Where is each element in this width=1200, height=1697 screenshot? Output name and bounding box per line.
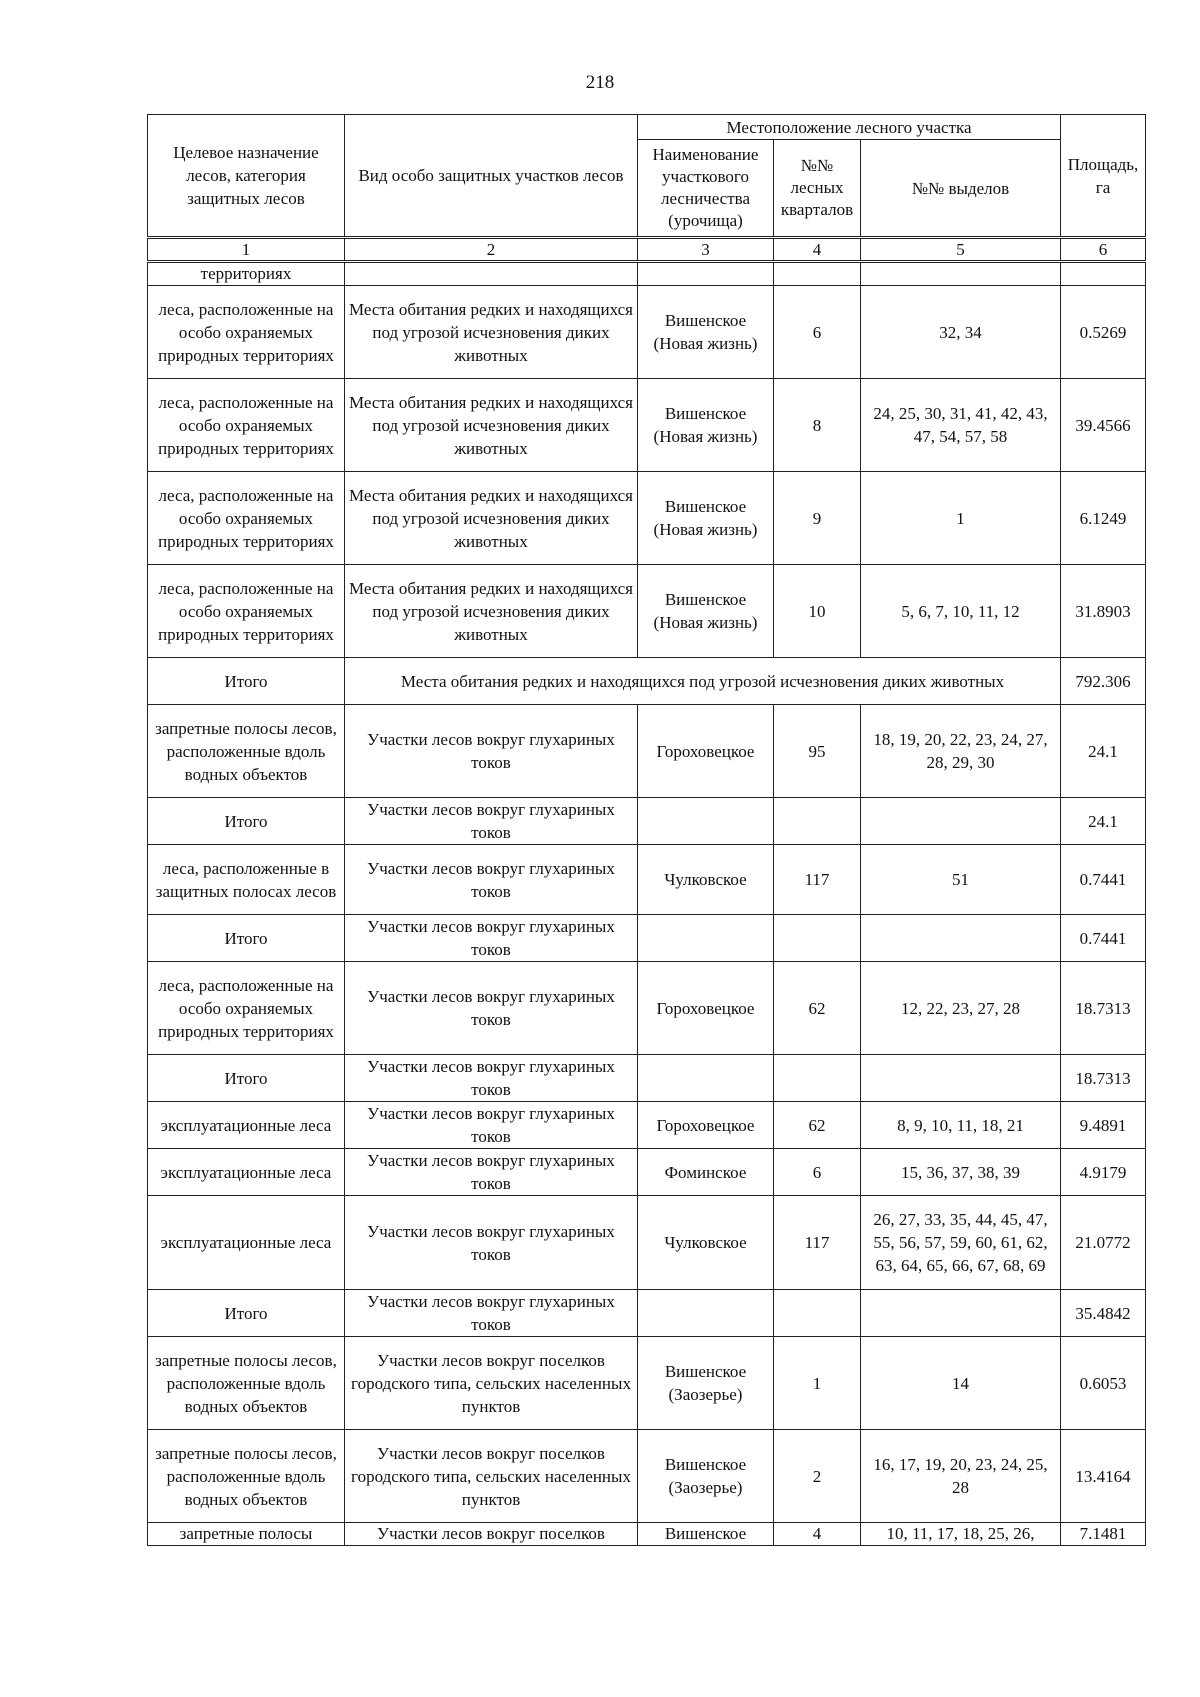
cell-plots: 14 — [861, 1337, 1061, 1430]
header-col3: Наименование участкового лесничества (урочища) — [638, 140, 774, 238]
column-number: 4 — [774, 238, 861, 262]
cell-area: 24.1 — [1061, 705, 1146, 798]
header-col5: №№ выделов — [861, 140, 1061, 238]
cell-type: Участки лесов вокруг глухариных токов — [345, 705, 638, 798]
cell-plots: 32, 34 — [861, 286, 1061, 379]
table-row — [148, 286, 1146, 379]
cell-quarter: 62 — [774, 1102, 861, 1149]
cell-type: Участки лесов вокруг глухариных токов — [345, 798, 638, 845]
cell-type: Места обитания редких и находящихся под угрозой исчезновения диких животных — [345, 565, 638, 658]
cell-area: 0.7441 — [1061, 845, 1146, 915]
cell-total-label: Итого — [148, 658, 345, 705]
cell-purpose: запретные полосы лесов, расположенные вдоль водных объектов — [148, 1337, 345, 1430]
cell-type: Участки лесов вокруг глухариных токов — [345, 1102, 638, 1149]
cell-quarter: 6 — [774, 286, 861, 379]
cell-area: 31.8903 — [1061, 565, 1146, 658]
cell-purpose: леса, расположенные на особо охраняемых природных территориях — [148, 565, 345, 658]
column-number: 1 — [148, 238, 345, 262]
page-number: 218 — [585, 72, 615, 93]
cell-area: 0.5269 — [1061, 286, 1146, 379]
cell-forestry: Чулковское — [638, 845, 774, 915]
cell-plots: 15, 36, 37, 38, 39 — [861, 1149, 1061, 1196]
cell-type: Места обитания редких и находящихся под угрозой исчезновения диких животных — [345, 379, 638, 472]
table-row — [148, 705, 1146, 798]
cell-purpose: леса, расположенные на особо охраняемых природных территориях — [148, 286, 345, 379]
header-row — [148, 115, 1146, 140]
cell-plots: 26, 27, 33, 35, 44, 45, 47, 55, 56, 57, 59, 60, 61, 62, 63, 64, 65, 66, 67, 68, 69 — [861, 1196, 1061, 1290]
cell-type: Участки лесов вокруг поселков — [345, 1523, 638, 1546]
column-number: 5 — [861, 238, 1061, 262]
column-number: 2 — [345, 238, 638, 262]
cell-type: Места обитания редких и находящихся под угрозой исчезновения диких животных — [345, 472, 638, 565]
cell-total-label: Итого — [148, 798, 345, 845]
cell-forestry: Гороховецкое — [638, 1102, 774, 1149]
cell-forestry: Вишенское (Новая жизнь) — [638, 565, 774, 658]
table-row — [148, 379, 1146, 472]
cell-forestry: Вишенское (Заозерье) — [638, 1430, 774, 1523]
cell-area: 7.1481 — [1061, 1523, 1146, 1546]
table-row — [148, 1196, 1146, 1290]
cell-area: 18.7313 — [1061, 1055, 1146, 1102]
cell-forestry: Вишенское — [638, 1523, 774, 1546]
cell-area: 0.6053 — [1061, 1337, 1146, 1430]
cell-plots: 5, 6, 7, 10, 11, 12 — [861, 565, 1061, 658]
cell-type: Места обитания редких и находящихся под угрозой исчезновения диких животных — [345, 286, 638, 379]
table-row — [148, 1523, 1146, 1546]
cell-purpose: запретные полосы лесов, расположенные вдоль водных объектов — [148, 705, 345, 798]
cell-area: 0.7441 — [1061, 915, 1146, 962]
cell-plots: 12, 22, 23, 27, 28 — [861, 962, 1061, 1055]
header-location-group: Местоположение лесного участка — [638, 115, 1061, 140]
total-row — [148, 1290, 1146, 1337]
header-col2: Вид особо защитных участков лесов — [345, 115, 638, 238]
header-col6: Площадь, га — [1061, 115, 1146, 238]
cell-quarter: 117 — [774, 845, 861, 915]
cell-forestry: Вишенское (Новая жизнь) — [638, 472, 774, 565]
header-col1: Целевое назначение лесов, категория защитных лесов — [148, 115, 345, 238]
header-col4: №№ лесных кварталов — [774, 140, 861, 238]
cell-total-label: Итого — [148, 1290, 345, 1337]
cell-forestry: Вишенское (Заозерье) — [638, 1337, 774, 1430]
cell-purpose: территориях — [148, 262, 345, 286]
cell-area: 35.4842 — [1061, 1290, 1146, 1337]
cell-forestry: Гороховецкое — [638, 705, 774, 798]
cell-purpose: леса, расположенные на особо охраняемых природных территориях — [148, 379, 345, 472]
table-row — [148, 1337, 1146, 1430]
table-row — [148, 845, 1146, 915]
cell-plots: 10, 11, 17, 18, 25, 26, — [861, 1523, 1061, 1546]
cell-quarter: 1 — [774, 1337, 861, 1430]
cell-plots: 51 — [861, 845, 1061, 915]
cell-quarter: 117 — [774, 1196, 861, 1290]
table-row — [148, 565, 1146, 658]
cell-purpose: эксплуатационные леса — [148, 1196, 345, 1290]
cell-type: Участки лесов вокруг поселков городского типа, сельских населенных пунктов — [345, 1337, 638, 1430]
cell-plots: 24, 25, 30, 31, 41, 42, 43, 47, 54, 57, 58 — [861, 379, 1061, 472]
cell-forestry: Чулковское — [638, 1196, 774, 1290]
cell-forestry: Гороховецкое — [638, 962, 774, 1055]
cell-purpose: эксплуатационные леса — [148, 1149, 345, 1196]
cell-quarter: 10 — [774, 565, 861, 658]
cell-type: Участки лесов вокруг глухариных токов — [345, 1149, 638, 1196]
cell-type: Места обитания редких и находящихся под угрозой исчезновения диких животных — [345, 658, 1061, 705]
cell-type: Участки лесов вокруг глухариных токов — [345, 1290, 638, 1337]
table-row — [148, 962, 1146, 1055]
cell-plots: 16, 17, 19, 20, 23, 24, 25, 28 — [861, 1430, 1061, 1523]
cell-area: 13.4164 — [1061, 1430, 1146, 1523]
table-row — [148, 1430, 1146, 1523]
column-number: 3 — [638, 238, 774, 262]
cell-plots: 18, 19, 20, 22, 23, 24, 27, 28, 29, 30 — [861, 705, 1061, 798]
total-row — [148, 1055, 1146, 1102]
cell-type: Участки лесов вокруг поселков городского типа, сельских населенных пунктов — [345, 1430, 638, 1523]
cell-area: 4.9179 — [1061, 1149, 1146, 1196]
table-row — [148, 1149, 1146, 1196]
cell-purpose: эксплуатационные леса — [148, 1102, 345, 1149]
cell-quarter: 8 — [774, 379, 861, 472]
cell-total-label: Итого — [148, 915, 345, 962]
cell-quarter: 2 — [774, 1430, 861, 1523]
cell-area: 792.306 — [1061, 658, 1146, 705]
column-number-row — [148, 238, 1146, 262]
cell-type: Участки лесов вокруг глухариных токов — [345, 1196, 638, 1290]
forest-plots-table — [147, 114, 1146, 1546]
cell-type: Участки лесов вокруг глухариных токов — [345, 962, 638, 1055]
table-row — [148, 262, 1146, 286]
cell-quarter: 6 — [774, 1149, 861, 1196]
cell-forestry: Вишенское (Новая жизнь) — [638, 286, 774, 379]
cell-area: 21.0772 — [1061, 1196, 1146, 1290]
cell-total-label: Итого — [148, 1055, 345, 1102]
cell-forestry: Фоминское — [638, 1149, 774, 1196]
cell-type: Участки лесов вокруг глухариных токов — [345, 845, 638, 915]
cell-area: 9.4891 — [1061, 1102, 1146, 1149]
total-row — [148, 915, 1146, 962]
cell-purpose: запретные полосы лесов, расположенные вдоль водных объектов — [148, 1430, 345, 1523]
cell-area: 24.1 — [1061, 798, 1146, 845]
total-row — [148, 658, 1146, 705]
cell-purpose: запретные полосы — [148, 1523, 345, 1546]
cell-area: 6.1249 — [1061, 472, 1146, 565]
cell-plots: 1 — [861, 472, 1061, 565]
cell-purpose: леса, расположенные на особо охраняемых природных территориях — [148, 962, 345, 1055]
cell-forestry: Вишенское (Новая жизнь) — [638, 379, 774, 472]
cell-quarter: 9 — [774, 472, 861, 565]
cell-type: Участки лесов вокруг глухариных токов — [345, 1055, 638, 1102]
column-number: 6 — [1061, 238, 1146, 262]
total-row — [148, 798, 1146, 845]
cell-purpose: леса, расположенные на особо охраняемых природных территориях — [148, 472, 345, 565]
cell-quarter: 95 — [774, 705, 861, 798]
cell-purpose: леса, расположенные в защитных полосах лесов — [148, 845, 345, 915]
cell-quarter: 62 — [774, 962, 861, 1055]
table-row — [148, 1102, 1146, 1149]
cell-quarter: 4 — [774, 1523, 861, 1546]
cell-area: 39.4566 — [1061, 379, 1146, 472]
cell-area: 18.7313 — [1061, 962, 1146, 1055]
cell-type: Участки лесов вокруг глухариных токов — [345, 915, 638, 962]
cell-plots: 8, 9, 10, 11, 18, 21 — [861, 1102, 1061, 1149]
table-row — [148, 472, 1146, 565]
